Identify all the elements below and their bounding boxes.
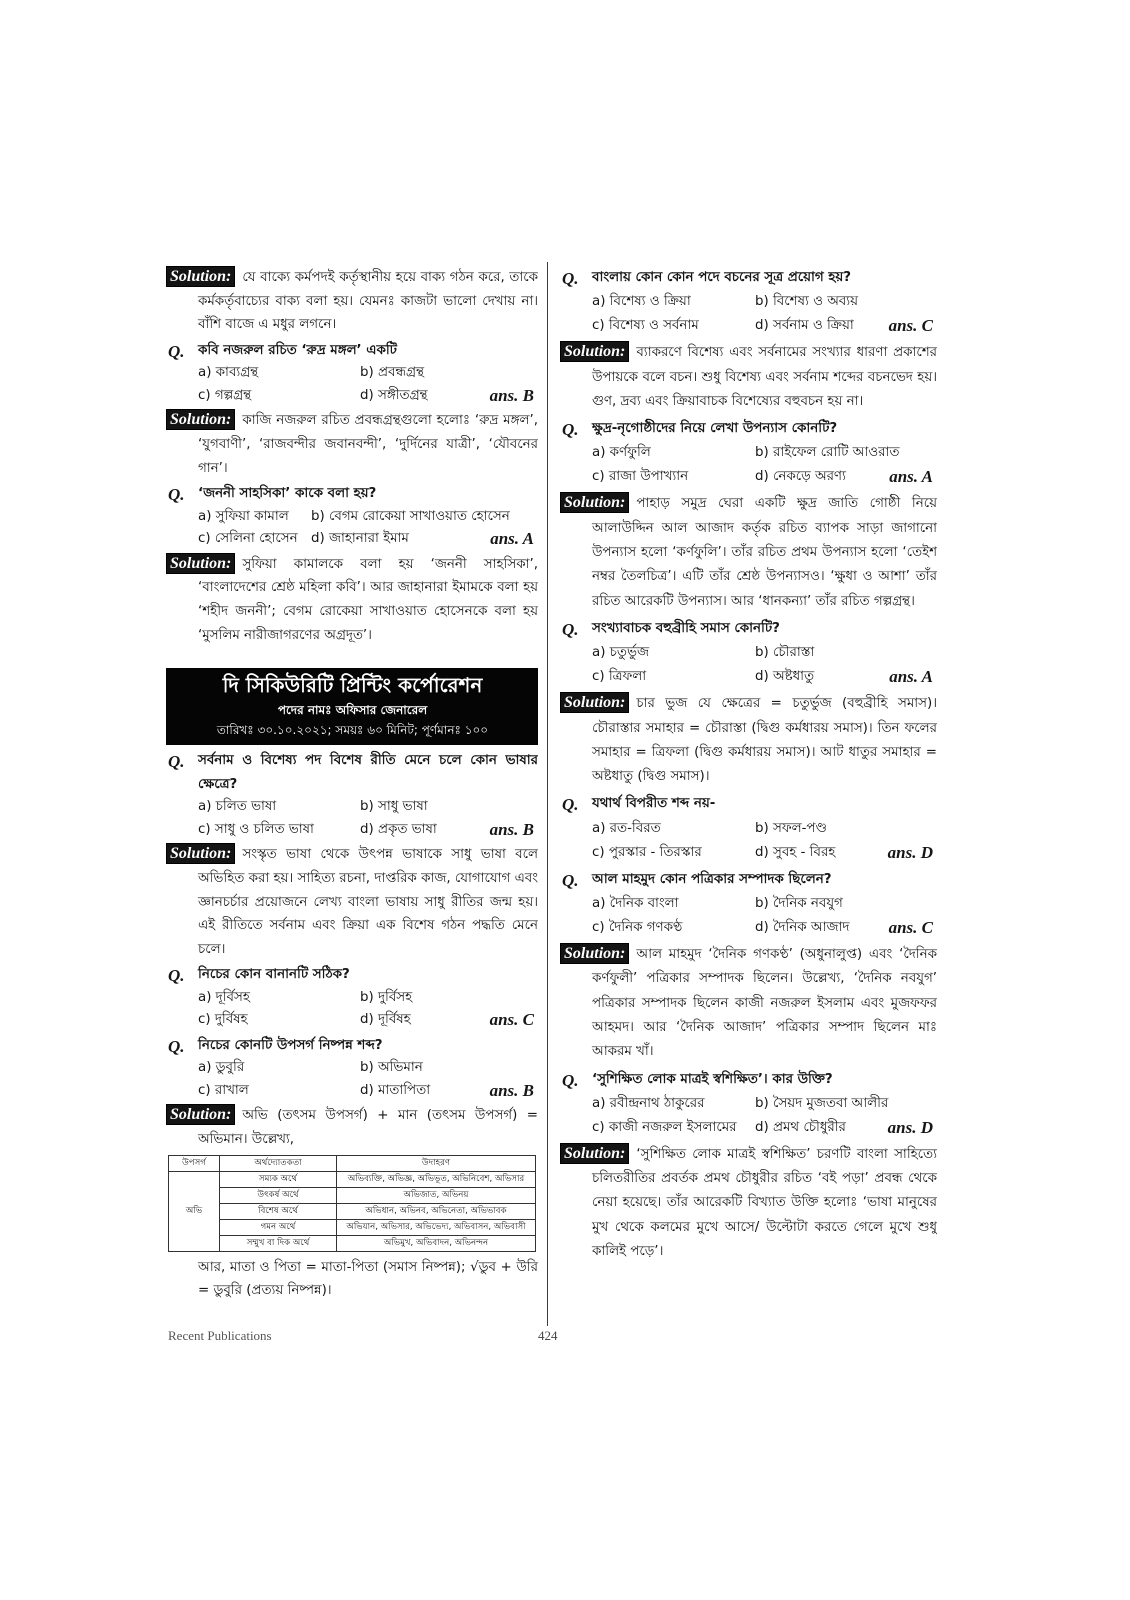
option-c: c) দৈনিক গণকণ্ঠ bbox=[592, 920, 683, 936]
solution-text: কাজি নজরুল রচিত প্রবন্ধগ্রন্থগুলো হলোঃ ‘রুদ্র মঙ্গল’, ‘যুগবাণী’, ‘রাজবন্দীর জবানবন্দী’, ‘দুর্দিনের যাত্রী’, ‘যৌবনের গান’। bbox=[198, 413, 538, 476]
meaning-cell: সম্যক অর্থে bbox=[220, 1171, 337, 1187]
examples-cell: অভিমুখ, অভিবাদন, অভিনন্দন bbox=[337, 1235, 536, 1251]
meaning-cell: সম্মুখ বা দিক অর্থে bbox=[220, 1235, 337, 1251]
solution-text: অভি (তৎসম উপসর্গ) + মান (তৎসম উপসর্গ) = অভিমান। উল্লেখ্য, bbox=[198, 1108, 538, 1148]
exam-post: পদের নামঃ অফিসার জেনারেল bbox=[277, 703, 428, 718]
page-number: 424 bbox=[538, 1328, 558, 1343]
question-marker: Q. bbox=[168, 966, 185, 986]
question bbox=[560, 1068, 937, 1140]
question bbox=[166, 482, 538, 551]
question bbox=[166, 1034, 538, 1103]
meaning-cell: বিশেষ অর্থে bbox=[220, 1203, 337, 1219]
right-column bbox=[560, 266, 937, 1326]
solution-text: ‘সুশিক্ষিত লোক মাত্রই স্বশিক্ষিত’ চরণটি বাংলা সাহিত্যে চলিতরীতির প্রবর্তক প্রমথ চৌধুরীর রচিত ‘বই পড়া’ প্রবন্ধ থেকে নেয়া হয়েছে। তাঁর আরেকটি বিখ্যাত উক্তি হলোঃ ‘ভাষা মানুষের মুখ থেকে কলমের মুখে আসে/ উল্টোটা করতে গেলে মুখে শুধু কালিই পড়ে’। bbox=[592, 1146, 937, 1260]
option-c: c) রাখাল bbox=[198, 1082, 249, 1098]
options bbox=[198, 506, 538, 551]
options bbox=[592, 892, 937, 940]
question bbox=[560, 792, 937, 864]
question bbox=[560, 417, 937, 489]
solution-text: ব্যাকরণে বিশেষ্য এবং সর্বনামের সংখ্যার ধারণা প্রকাশের উপায়কে বলে বচন। শুধু বিশেষ্য এবং সর্বনাম শব্দের বচনভেদ হয়। গুণ, দ্রব্য এবং ক্রিয়াবাচক বিশেষ্যের বহুবচন হয় না। bbox=[592, 345, 937, 409]
answer: ans. A bbox=[889, 667, 933, 687]
option-a: a) দূর্বিসহ bbox=[198, 989, 250, 1005]
table-header: উপসর্গ bbox=[169, 1155, 220, 1171]
examples-cell: অভিধান, অভিনব, অভিনেতা, অভিভাবক bbox=[337, 1203, 536, 1219]
question bbox=[560, 266, 937, 338]
option-d-row bbox=[755, 1116, 937, 1140]
question-marker: Q. bbox=[562, 269, 579, 288]
option-c: c) পুরস্কার - তিরস্কার bbox=[592, 844, 702, 860]
question-text: ‘জননী সাহসিকা’ কাকে বলা হয়? bbox=[198, 486, 377, 502]
options bbox=[592, 290, 937, 338]
option-b: b) সাধু ভাষা bbox=[360, 799, 428, 815]
solution-label: Solution: bbox=[560, 943, 629, 964]
answer: ans. D bbox=[887, 1117, 933, 1137]
option-a: a) বিশেষ্য ও ক্রিয়া bbox=[592, 294, 691, 310]
question-text: যথার্থ বিপরীত শব্দ নয়- bbox=[592, 796, 716, 812]
column-divider bbox=[547, 262, 548, 1326]
solution-label: Solution: bbox=[560, 341, 629, 362]
question bbox=[560, 868, 937, 940]
answer: ans. B bbox=[489, 1080, 534, 1100]
prefix-cell: অভি bbox=[169, 1171, 220, 1251]
question-text: ক্ষুদ্র-নৃগোষ্ঠীদের নিয়ে লেখা উপন্যাস কোনটি? bbox=[592, 421, 838, 437]
option-b: b) বিশেষ্য ও অব্যয় bbox=[755, 294, 859, 310]
options bbox=[198, 362, 538, 407]
option-d: d) দূর্বিষহ bbox=[360, 1012, 411, 1028]
solution bbox=[560, 943, 937, 1064]
question-text: বাংলায় কোন কোন পদে বচনের সূত্র প্রয়োগ হয়? bbox=[592, 270, 852, 285]
question bbox=[560, 617, 937, 689]
table-header: অর্থদ্যোতকতা bbox=[220, 1155, 337, 1171]
question-text: আল মাহমুদ কোন পত্রিকার সম্পাদক ছিলেন? bbox=[592, 871, 832, 887]
answer: ans. C bbox=[489, 1010, 534, 1030]
solution bbox=[166, 1104, 538, 1151]
question-text: নিচের কোনটি উপসর্গ নিষ্পন্ন শব্দ? bbox=[198, 1037, 383, 1053]
option-b: b) প্রবন্ধগ্রন্থ bbox=[360, 365, 424, 381]
meaning-cell: উৎকর্ষ অর্থে bbox=[220, 1187, 337, 1203]
options bbox=[592, 441, 937, 489]
question-marker: Q. bbox=[562, 420, 579, 440]
options bbox=[592, 641, 937, 689]
solution-continuation: আর, মাতা ও পিতা = মাতা-পিতা (সমাস নিষ্পন্ন); √ডুব + উরি = ডুবুরি (প্রত্যয় নিষ্পন্ন)। bbox=[198, 1259, 538, 1299]
option-a: a) চলিত ভাষা bbox=[198, 799, 277, 815]
options bbox=[198, 796, 538, 841]
solution-text: সংস্কৃত ভাষা থেকে উৎপন্ন ভাষাকে সাধু ভাষা বলে অভিহিত করা হয়। সাহিত্য রচনা, দাপ্তরিক কাজ, যোগাযোগ এবং জ্ঞানচর্চার প্রয়োজনে লেখ্য বাংলা ভাষায় সাধু রীতির জন্ম হয়। এই রীতিতে সর্বনাম এবং ক্রিয়া এক বিশেষ গঠন পদ্ধতি মেনে চলে। bbox=[198, 847, 538, 957]
table-row bbox=[169, 1203, 536, 1219]
option-d: d) জাহানারা ইমাম bbox=[311, 531, 409, 547]
solution-text: আল মাহমুদ ‘দৈনিক গণকণ্ঠ’ (অধুনালুপ্ত) এবং ‘দৈনিক কর্ণফুলী’ পত্রিকার সম্পাদক ছিলেন। উল্লেখ্য, ‘দৈনিক নবযুগ’ পত্রিকার সম্পাদক ছিলেন কাজী নজরুল ইসলাম এবং মুজফফর আহমদ। আর ‘দৈনিক আজাদ’ পত্রিকার সম্পাদ ছিলেন মাঃ আকরম খাঁ। bbox=[592, 947, 937, 1060]
question-marker: Q. bbox=[168, 341, 185, 361]
option-b: b) চৌরাস্তা bbox=[755, 645, 815, 661]
option-b: b) অভিমান bbox=[360, 1060, 423, 1076]
solution bbox=[560, 1143, 937, 1264]
solution-label: Solution: bbox=[166, 1104, 235, 1125]
solution-label: Solution: bbox=[166, 409, 235, 430]
option-b: b) রাইফেল রোটি আওরাত bbox=[755, 445, 900, 461]
solution-label: Solution: bbox=[166, 553, 235, 574]
option-a: a) দৈনিক বাংলা bbox=[592, 896, 679, 912]
answer: ans. C bbox=[888, 918, 933, 938]
options bbox=[198, 1057, 538, 1102]
solution-label: Solution: bbox=[560, 1143, 629, 1164]
solution bbox=[560, 692, 937, 789]
table-row bbox=[169, 1219, 536, 1235]
options bbox=[592, 817, 937, 865]
footer-publisher: Recent Publications bbox=[168, 1328, 272, 1343]
table-row bbox=[169, 1171, 536, 1187]
option-d-row bbox=[755, 465, 937, 489]
solution-label: Solution: bbox=[560, 692, 629, 713]
solution bbox=[166, 266, 538, 337]
question-marker: Q. bbox=[168, 1036, 185, 1056]
answer: ans. A bbox=[889, 467, 933, 487]
option-d-row bbox=[360, 1080, 538, 1103]
question bbox=[166, 339, 538, 408]
examples-cell: অভিব্যক্তি, অভিজ্ঞ, অভিভূত, অভিনিবেশ, অভিসার bbox=[337, 1171, 536, 1187]
solution bbox=[560, 341, 937, 414]
solution-text: যে বাক্যে কর্মপদই কর্তৃস্থানীয় হয়ে বাক্য গঠন করে, তাকে কর্মকর্তৃবাচ্যের বাক্য বলা হয়। যেমনঃ কাজটা ভালো দেখায় না। বাঁশি বাজে এ মধুর লগনে। bbox=[198, 270, 538, 333]
option-a: a) সুফিয়া কামাল bbox=[198, 508, 289, 524]
answer: ans. A bbox=[490, 529, 534, 549]
option-a: a) রত-বিরত bbox=[592, 820, 661, 836]
table-header-row bbox=[169, 1155, 536, 1171]
solution bbox=[166, 553, 538, 647]
solution-label: Solution: bbox=[166, 266, 235, 287]
option-d: d) মাতাপিতা bbox=[360, 1082, 431, 1098]
examples-cell: অভিজাত, অভিনয় bbox=[337, 1187, 536, 1203]
option-d: d) সর্বনাম ও ক্রিয়া bbox=[755, 318, 854, 334]
option-c: c) দুর্বিষহ bbox=[198, 1012, 248, 1028]
question-text: নিচের কোন বানানটি সঠিক? bbox=[198, 967, 350, 983]
option-d-row bbox=[311, 528, 538, 551]
question-text: সংখ্যাবাচক বহুব্রীহি সমাস কোনটি? bbox=[592, 620, 780, 636]
question-marker: Q. bbox=[168, 485, 185, 505]
option-d-row bbox=[755, 916, 937, 940]
option-d: d) অষ্টধাতু bbox=[755, 669, 815, 685]
option-d-row bbox=[755, 841, 937, 865]
option-c: c) সাধু ও চলিত ভাষা bbox=[198, 821, 314, 837]
option-b: b) সফল-পণ্ড bbox=[755, 820, 827, 836]
exam-header bbox=[166, 668, 538, 745]
option-a: a) কর্ণফুলি bbox=[592, 445, 651, 461]
question-marker: Q. bbox=[562, 619, 579, 639]
option-c: c) কাজী নজরুল ইসলামের bbox=[592, 1119, 737, 1135]
option-b: b) দুর্বিসহ bbox=[360, 989, 413, 1005]
option-d: d) প্রমথ চৌধুরীর bbox=[755, 1119, 846, 1135]
question-text: সর্বনাম ও বিশেষ্য পদ বিশেষ রীতি মেনে চলে কোন ভাষার ক্ষেত্রে? bbox=[198, 753, 538, 792]
table-header: উদাহরণ bbox=[337, 1155, 536, 1171]
prefix-table bbox=[168, 1155, 536, 1252]
option-a: a) কাব্যগ্রন্থ bbox=[198, 365, 259, 381]
option-c: c) বিশেষ্য ও সর্বনাম bbox=[592, 318, 699, 334]
solution-text: চার ভুজ যে ক্ষেত্রের = চতুর্ভুজ (বহুব্রীহি সমাস)। চৌরাস্তার সমাহার = চৌরাস্তা (দ্বিগু কর্মধারয় সমাস)। তিন ফলের সমাহার = ত্রিফলা (দ্বিগু কর্মধারয় সমাস)। আট ধাতুর সমাহার = অষ্টধাতু (দ্বিগু সমাস)। bbox=[592, 696, 937, 785]
option-d: d) সঙ্গীতগ্রন্থ bbox=[360, 387, 428, 403]
question bbox=[166, 963, 538, 1032]
option-a: a) রবীন্দ্রনাথ ঠাকুরের bbox=[592, 1095, 705, 1111]
option-a: a) ডুবুরি bbox=[198, 1060, 245, 1076]
option-d-row bbox=[755, 665, 937, 689]
answer: ans. B bbox=[489, 819, 534, 839]
option-d: d) প্রকৃত ভাষা bbox=[360, 821, 437, 837]
option-c: c) ত্রিফলা bbox=[592, 669, 647, 685]
solution bbox=[560, 492, 937, 613]
option-d-row bbox=[360, 819, 538, 842]
options bbox=[592, 1092, 937, 1140]
left-column bbox=[166, 266, 538, 1326]
option-d: d) দৈনিক আজাদ bbox=[755, 920, 850, 936]
options bbox=[198, 987, 538, 1032]
solution-text: পাহাড় সমুদ্র ঘেরা একটি ক্ষুদ্র জাতি গোষ্ঠী নিয়ে আলাউদ্দিন আল আজাদ কর্তৃক রচিত ব্যাপক সাড়া জাগানো উপন্যাস হলো ‘কর্ণফুলি’। তাঁর রচিত প্রথম উপন্যাস হলো ‘তেইশ নম্বর তৈলচিত্র’। এটি তাঁর শ্রেষ্ঠ উপন্যাসও। ‘ক্ষুধা ও আশা’ তাঁর রচিত আরেকটি উপন্যাস। আর ‘ধানকন্যা’ তাঁর রচিত গল্পগ্রন্থ। bbox=[592, 496, 937, 609]
option-c: c) গল্পগ্রন্থ bbox=[198, 387, 252, 403]
option-d-row bbox=[360, 1009, 538, 1032]
solution-label: Solution: bbox=[560, 492, 629, 513]
solution-text: সুফিয়া কামালকে বলা হয় ‘জননী সাহসিকা’, ‘বাংলাদেশের শ্রেষ্ঠ মহিলা কবি’। আর জাহানারা ইমামকে বলা হয় ‘শহীদ জননী’; বেগম রোকেয়া সাখাওয়াত হোসেনকে বলা হয় ‘মুসলিম নারীজাগরণের অগ্রদূত’। bbox=[198, 556, 538, 643]
option-d: d) সুবহ - বিরহ bbox=[755, 844, 836, 860]
solution-label: Solution: bbox=[166, 843, 235, 864]
solution bbox=[166, 843, 538, 961]
answer: ans. C bbox=[888, 316, 933, 336]
question-text: ‘সুশিক্ষিত লোক মাত্রই স্বশিক্ষিত’। কার উক্তি? bbox=[592, 1071, 833, 1087]
meaning-cell: গমন অর্থে bbox=[220, 1219, 337, 1235]
solution bbox=[166, 409, 538, 480]
option-c: c) রাজা উপাখ্যান bbox=[592, 469, 689, 485]
question bbox=[166, 749, 538, 841]
table-row bbox=[169, 1187, 536, 1203]
option-d-row bbox=[755, 314, 937, 338]
question-marker: Q. bbox=[562, 795, 579, 815]
option-b: b) বেগম রোকেয়া সাখাওয়াত হোসেন bbox=[311, 508, 510, 524]
answer: ans. B bbox=[489, 385, 534, 405]
option-d-row bbox=[360, 385, 538, 408]
question-marker: Q. bbox=[562, 1070, 579, 1090]
question-marker: Q. bbox=[562, 870, 579, 890]
option-b: b) সৈয়দ মুজতবা আলীর bbox=[755, 1095, 889, 1111]
table-row bbox=[169, 1235, 536, 1251]
option-d: d) নেকড়ে অরণ্য bbox=[755, 469, 846, 485]
exam-details: তারিখঃ ৩০.১০.২০২১; সময়ঃ ৬০ মিনিট; পূর্ণমানঃ ১০০ bbox=[216, 723, 489, 738]
examples-cell: অভিযান, অভিসার, অভিভেদ্য, অভিবাসন, অভিবাসী bbox=[337, 1219, 536, 1235]
option-c: c) সেলিনা হোসেন bbox=[198, 531, 298, 547]
exam-title: দি সিকিউরিটি প্রিন্টিং কর্পোরেশন bbox=[222, 673, 483, 698]
question-marker: Q. bbox=[168, 752, 185, 772]
option-b: b) দৈনিক নবযুগ bbox=[755, 896, 843, 912]
answer: ans. D bbox=[887, 842, 933, 862]
question-text: কবি নজরুল রচিত ‘রুদ্র মঙ্গল’ একটি bbox=[198, 342, 397, 358]
option-a: a) চতুর্ভুজ bbox=[592, 645, 649, 661]
